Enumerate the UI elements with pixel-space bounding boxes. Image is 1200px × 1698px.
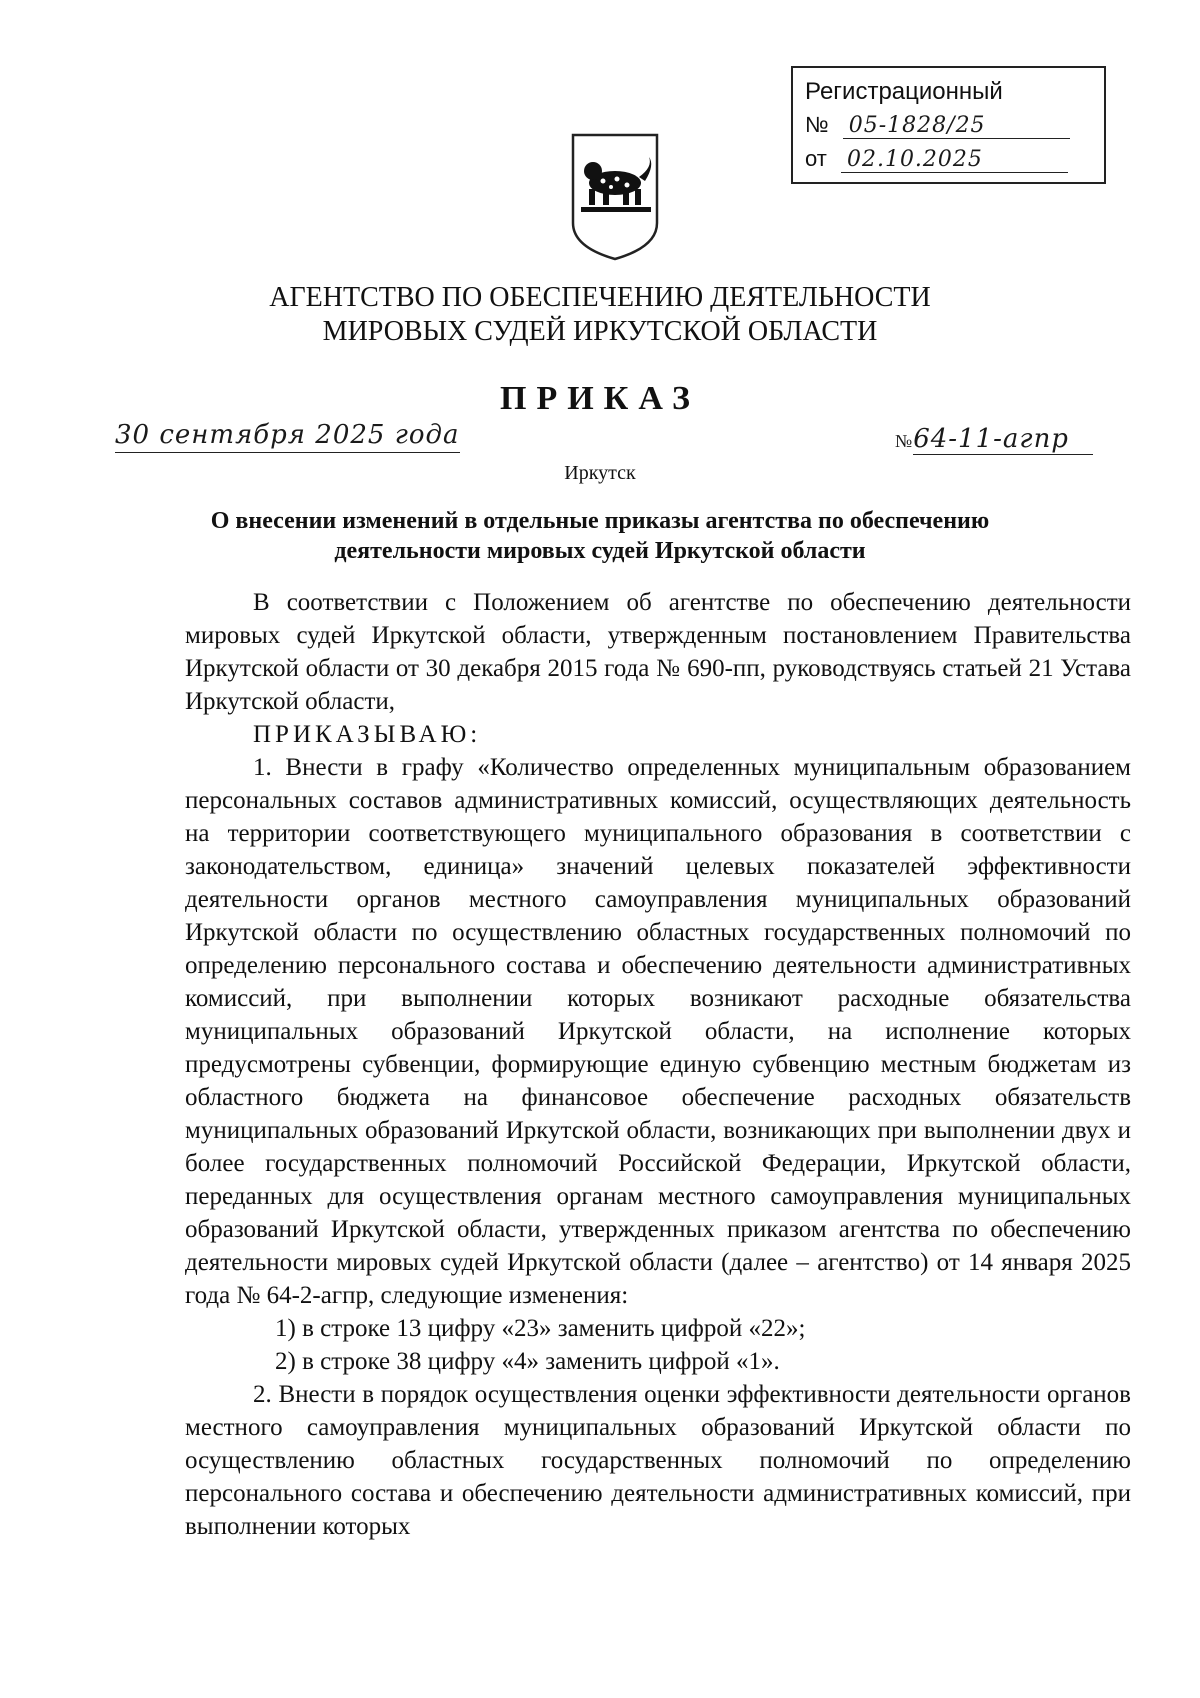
document-number-value: 64-11-агпр bbox=[913, 424, 1093, 455]
document-date-value: 30 сентября 2025 года bbox=[115, 420, 460, 453]
document-title: ПРИКАЗ bbox=[500, 380, 700, 417]
document-date bbox=[115, 420, 460, 453]
item-2-paragraph: 2. Внести в порядок осуществления оценки эффективности деятельности органов местного самоуправления муниципальных образований Иркутской области по осуществлению областных государственных полномочий по определению персонального состава и обеспечению деятельности административных комиссий, при выполнении которых bbox=[185, 1381, 1131, 1540]
registration-title: Регистрационный bbox=[805, 78, 1003, 105]
preamble-paragraph: В соответствии с Положением об агентстве по обеспечению деятельности мировых судей Иркутской области, утвержденным постановлением Правительства Иркутской области от 30 декабря 2015 года № 690-пп, руководствуясь статьей 21 Устава Иркутской области, bbox=[185, 589, 1131, 715]
document-city: Иркутск bbox=[564, 462, 636, 484]
order-word: ПРИКАЗЫВАЮ: bbox=[253, 721, 482, 748]
registration-number-label: № bbox=[805, 112, 829, 137]
subitem-1: 1) в строке 13 цифру «23» заменить цифрой «22»; bbox=[275, 1315, 806, 1342]
document-number-sign: № bbox=[895, 431, 914, 451]
registration-date-row bbox=[805, 146, 1068, 173]
coat-of-arms-icon bbox=[569, 131, 661, 263]
document-number bbox=[895, 424, 1093, 455]
subitem-2: 2) в строке 38 цифру «4» заменить цифрой «1». bbox=[275, 1348, 780, 1375]
registration-stamp bbox=[791, 66, 1106, 184]
org-name-line2: МИРОВЫХ СУДЕЙ ИРКУТСКОЙ ОБЛАСТИ bbox=[322, 316, 878, 347]
document-body bbox=[185, 586, 1131, 1543]
item-1-paragraph: 1. Внести в графу «Количество определенных муниципальным образованием персональных составов административных комиссий, осуществляющих деятельность на территории соответствующего муниципального образования в соответствии с законодательством, единица» значений целевых показателей эффективности деятельности органов местного самоуправления муниципальных образований Иркутской области по осуществлению областных государственных полномочий по определению персонального состава и обеспечению деятельности административных комиссий, при выполнении которых возникают расходные обязательства муниципальных образований Иркутской области, на исполнение которых предусмотрены субвенции, формирующие единую субвенцию местным бюджетам из областного бюджета на финансовое обеспечение расходных обязательств муниципальных образований Иркутской области, возникающих при выполнении двух и более государственных полномочий Российской Федерации, Иркутской области, переданных для осуществления органам местного самоуправления муниципальных образований Иркутской области, утвержденных приказом агентства по обеспечению деятельности мировых судей Иркутской области (далее – агентство) от 14 января 2025 года № 64-2-агпр, следующие изменения: bbox=[185, 754, 1131, 1309]
org-name-line1: АГЕНТСТВО ПО ОБЕСПЕЧЕНИЮ ДЕЯТЕЛЬНОСТИ bbox=[269, 282, 931, 313]
registration-number-row bbox=[805, 112, 1070, 139]
subject-line2: деятельности мировых судей Иркутской области bbox=[334, 538, 866, 564]
registration-date-value: 02.10.2025 bbox=[841, 147, 1068, 173]
registration-number-value: 05-1828/25 bbox=[843, 113, 1070, 139]
registration-date-label: от bbox=[805, 146, 827, 171]
subject-line1: О внесении изменений в отдельные приказы агентства по обеспечению bbox=[210, 508, 990, 534]
document-subject bbox=[0, 506, 1200, 566]
